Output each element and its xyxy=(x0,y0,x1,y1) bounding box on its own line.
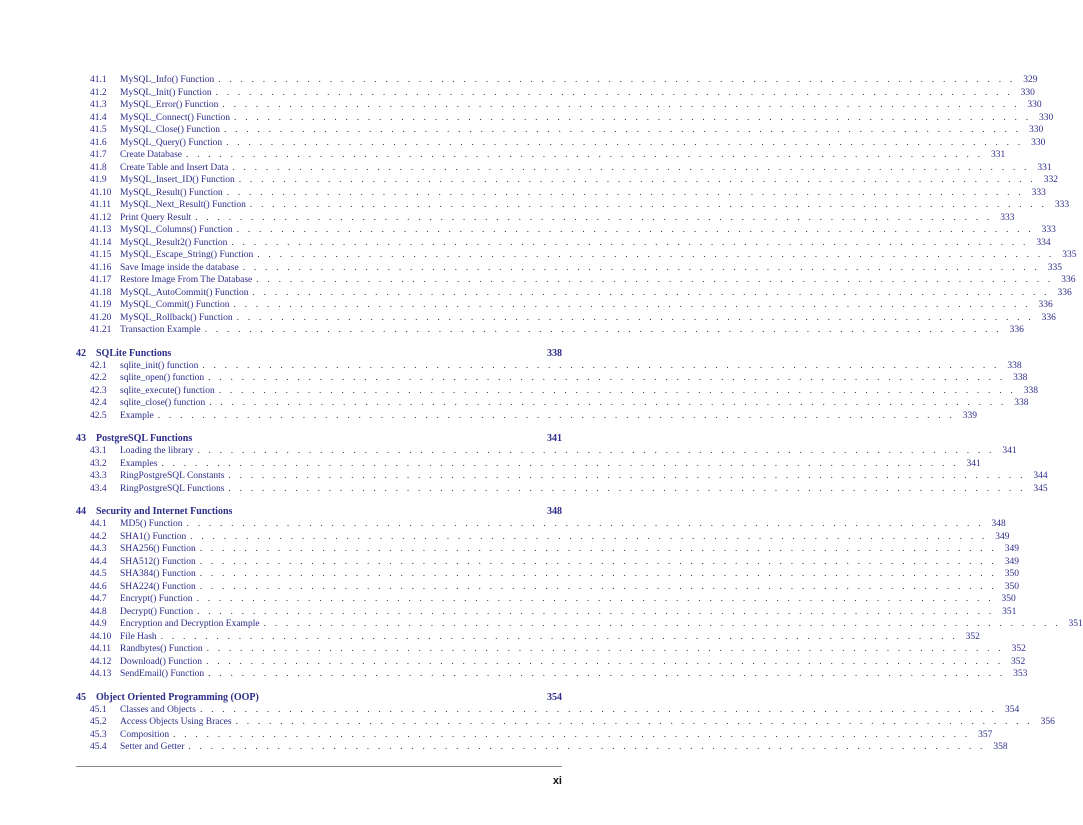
toc-entry-page[interactable]: 333 xyxy=(1054,200,1070,210)
toc-entry[interactable] xyxy=(76,162,1052,175)
toc-entry-number: 44.11 xyxy=(90,644,112,654)
toc-dot-leader: . . . . . . . . . . . . . . . . . . . . . . . . . . . . . . . . . . . . . . . . . . . . . . . . . . . . . . . . . . . . . . . . . . . . . . . . xyxy=(215,87,1013,98)
toc-entry-number: 45.4 xyxy=(90,742,107,752)
toc-chapter-heading[interactable] xyxy=(76,691,562,704)
toc-entry-number: 42.3 xyxy=(90,385,107,396)
toc-entry[interactable] xyxy=(76,360,1022,373)
toc-entry-number: 45.3 xyxy=(90,729,107,740)
toc-entry-page[interactable]: 352 xyxy=(965,631,980,642)
toc-entry-page[interactable]: 333 xyxy=(1000,212,1015,223)
toc-entry-page[interactable]: 352 xyxy=(1011,656,1026,667)
toc-entry-page[interactable]: 336 xyxy=(1061,275,1076,285)
toc-dot-leader: . . . . . . . . . . . . . . . . . . . . . . . . . . . . . . . . . . . . . . . . . . . . . . . . . . . . . . . . . . . . . . . . . . . . . . . . xyxy=(218,385,1016,396)
toc-entry-number: 44.13 xyxy=(90,669,112,679)
toc-dot-leader: . . . . . . . . . . . . . . . . . . . . . . . . . . . . . . . . . . . . . . . . . . . . . . . . . . . . . . . . . . . . . . . . . . . . . . . . xyxy=(249,200,1048,210)
toc-entry[interactable] xyxy=(76,618,1083,631)
toc-entry[interactable] xyxy=(76,385,1038,398)
toc-entry-title[interactable]: MySQL_AutoCommit() Function xyxy=(120,287,249,298)
toc-entry-title[interactable]: RingPostgreSQL Functions xyxy=(120,483,225,494)
toc-entry-page[interactable]: 336 xyxy=(1057,287,1072,298)
toc-entry-title[interactable]: Loading the library xyxy=(120,446,194,456)
toc-entry[interactable] xyxy=(76,397,1029,410)
toc-entry[interactable] xyxy=(76,531,1010,544)
toc-entry-page[interactable]: 330 xyxy=(1029,125,1044,135)
toc-dot-leader: . . . . . . . . . . . . . . . . . . . . . . . . . . . . . . . . . . . . . . . . . . . . . . . . . . . . . . . . . . . . . . . . . . . . . . . . xyxy=(202,360,1000,371)
toc-entry-page[interactable]: 352 xyxy=(1011,644,1026,654)
toc-chapter-section xyxy=(76,432,1048,495)
toc-entry[interactable] xyxy=(76,729,993,742)
toc-entry-page[interactable]: 338 xyxy=(1023,385,1038,396)
toc-dot-leader: . . . . . . . . . . . . . . . . . . . . . . . . . . . . . . . . . . . . . . . . . . . . . . . . . . . . . . . . . . . . . . . . . . . . . . . . xyxy=(160,631,958,642)
toc-entry-number: 41.16 xyxy=(90,262,112,273)
toc-entry-title[interactable]: Decrypt() Function xyxy=(120,606,194,617)
toc-entry-title[interactable]: MySQL_Result2() Function xyxy=(120,237,228,248)
toc-entry-page[interactable]: 330 xyxy=(1031,137,1046,148)
toc-entry-page[interactable]: 354 xyxy=(1004,704,1020,715)
toc-entry[interactable] xyxy=(76,287,1072,300)
toc-dot-leader: . . . . . . . . . . . . . . . . . . . . . . . . . . . . . . . . . . . . . . . . . . . . . . . . . . . . . . . . . . . . . . . . . . . . . . . . xyxy=(195,212,993,223)
toc-entry[interactable] xyxy=(76,87,1035,100)
toc-dot-leader: . . . . . . . . . . . . . . . . . . . . . . . . . . . . . . . . . . . . . . . . . . . . . . . . . . . . . . . . . . . . . . . . . . . . . . . . xyxy=(188,742,986,752)
toc-entry-title[interactable]: MySQL_Next_Result() Function xyxy=(120,200,246,210)
toc-entry[interactable] xyxy=(76,556,1019,569)
toc-entry-title[interactable]: MySQL_Close() Function xyxy=(120,125,221,135)
toc-dot-leader: . . . . . . . . . . . . . . . . . . . . . . . . . . . . . . . . . . . . . . . . . . . . . . . . . . . . . . . . . . . . . . . . . . . . . . . . xyxy=(206,656,1004,667)
toc-dot-leader: . . . . . . . . . . . . . . . . . . . . . . . . . . . . . . . . . . . . . . . . . . . . . . . . . . . . . . . . . . . . . . . . . . . . . . . . xyxy=(226,187,1024,198)
toc-entry-title[interactable]: Example xyxy=(120,410,154,421)
toc-entry-number: 44.5 xyxy=(90,569,107,579)
chapter-number: 42 xyxy=(76,347,86,359)
toc-chapter-section xyxy=(76,691,1055,754)
toc-entry-page[interactable]: 358 xyxy=(993,742,1008,752)
toc-entry-page[interactable]: 338 xyxy=(1014,398,1029,408)
toc-entry[interactable] xyxy=(76,274,1076,287)
toc-dot-leader: . . . . . . . . . . . . . . . . . . . . . . . . . . . . . . . . . . . . . . . . . . . . . . . . . . . . . . . . . . . . . . . . . . . . . . . . xyxy=(208,373,1006,383)
toc-entry[interactable] xyxy=(76,187,1046,200)
chapter-page[interactable]: 338 xyxy=(547,347,562,359)
toc-entry-page[interactable]: 350 xyxy=(1001,594,1016,604)
toc-entry-number: 45.1 xyxy=(90,704,107,715)
toc-entry-title[interactable]: MySQL_Columns() Function xyxy=(120,225,233,235)
toc-entry[interactable] xyxy=(76,445,1017,458)
toc-entry-number: 44.2 xyxy=(90,531,107,542)
toc-entry-number: 44.3 xyxy=(90,544,107,554)
toc-entry-number: 44.4 xyxy=(90,556,107,567)
chapter-number: 44 xyxy=(76,506,86,517)
toc-entry[interactable] xyxy=(76,668,1028,681)
toc-entry-title[interactable]: Encrypt() Function xyxy=(120,594,193,604)
toc-entry[interactable] xyxy=(76,312,1056,325)
toc-chapter-heading[interactable] xyxy=(76,347,562,360)
toc-dot-leader: . . . . . . . . . . . . . . . . . . . . . . . . . . . . . . . . . . . . . . . . . . . . . . . . . . . . . . . . . . . . . . . . . . . . . . . . xyxy=(196,594,994,604)
toc-entry-number: 42.5 xyxy=(90,410,107,421)
toc-entry-title[interactable]: MySQL_Insert_ID() Function xyxy=(120,175,235,185)
toc-entry[interactable] xyxy=(76,704,1020,717)
toc-entry[interactable] xyxy=(76,483,1048,496)
toc-dot-leader: . . . . . . . . . . . . . . . . . . . . . . . . . . . . . . . . . . . . . . . . . . . . . . . . . . . . . . . . . . . . . . . . . . . . . . . . xyxy=(185,150,984,160)
toc-dot-leader: . . . . . . . . . . . . . . . . . . . . . . . . . . . . . . . . . . . . . . . . . . . . . . . . . . . . . . . . . . . . . . . . . . . . . . . . xyxy=(232,162,1030,173)
toc-entry-page[interactable]: 349 xyxy=(1004,544,1019,554)
toc-entry[interactable] xyxy=(76,324,1024,337)
toc-entry-title[interactable]: MySQL_Connect() Function xyxy=(120,112,231,123)
toc-entry-page[interactable]: 349 xyxy=(995,531,1010,542)
toc-entry[interactable] xyxy=(76,631,980,644)
toc-entry[interactable] xyxy=(76,458,981,471)
toc-entry-number: 43.4 xyxy=(90,483,107,494)
toc-entry-number: 41.2 xyxy=(90,87,107,98)
toc-entry-title[interactable]: sqlite_close() function xyxy=(120,398,206,408)
toc-entry-number: 41.20 xyxy=(90,312,112,323)
toc-entry-number: 41.13 xyxy=(90,225,112,235)
toc-entry-title[interactable]: SHA1() Function xyxy=(120,531,187,542)
toc-entry[interactable] xyxy=(76,643,1026,656)
toc-entry-number: 41.14 xyxy=(90,237,112,248)
chapter-number: 43 xyxy=(76,433,86,444)
toc-entry-title[interactable]: Create Table and Insert Data xyxy=(120,162,229,173)
toc-entry-page[interactable]: 351 xyxy=(1002,606,1017,617)
chapter-page[interactable]: 354 xyxy=(547,691,562,703)
toc-entry-title[interactable]: SendEmail() Function xyxy=(120,669,205,679)
toc-entry-number: 42.4 xyxy=(90,398,107,408)
toc-entry[interactable] xyxy=(76,372,1028,385)
toc-entry-title[interactable]: File Hash xyxy=(120,631,157,642)
toc-entry-number: 41.17 xyxy=(90,275,112,285)
toc-entry-page[interactable]: 330 xyxy=(1027,100,1042,110)
toc-dot-leader: . . . . . . . . . . . . . . . . . . . . . . . . . . . . . . . . . . . . . . . . . . . . . . . . . . . . . . . . . . . . . . . . . . . . . . . . xyxy=(197,446,995,456)
toc-dot-leader: . . . . . . . . . . . . . . . . . . . . . . . . . . . . . . . . . . . . . . . . . . . . . . . . . . . . . . . . . . . . . . . . . . . . . . . . xyxy=(235,717,1033,727)
toc-entry-number: 41.19 xyxy=(90,300,112,310)
toc-entry-page[interactable]: 334 xyxy=(1036,237,1051,248)
toc-entry-title[interactable]: MySQL_Escape_String() Function xyxy=(120,250,254,260)
toc-entry[interactable] xyxy=(76,112,1054,125)
toc-entry-page[interactable]: 341 xyxy=(966,458,981,469)
toc-entry[interactable] xyxy=(76,249,1077,262)
toc-entry-title[interactable]: sqlite_execute() function xyxy=(120,385,215,396)
toc-entry[interactable] xyxy=(76,568,1019,581)
toc-entry-title[interactable]: Access Objects Using Braces xyxy=(120,717,232,727)
toc-entry[interactable] xyxy=(76,262,1062,275)
chapter-page[interactable]: 341 xyxy=(547,433,562,444)
toc-entry-number: 41.4 xyxy=(90,112,107,123)
toc-entry-number: 41.1 xyxy=(90,75,107,85)
toc-dot-leader: . . . . . . . . . . . . . . . . . . . . . . . . . . . . . . . . . . . . . . . . . . . . . . . . . . . . . . . . . . . . . . . . . . . . . . . . xyxy=(256,275,1054,285)
toc-entry[interactable] xyxy=(76,299,1053,312)
toc-entry-title[interactable]: sqlite_open() function xyxy=(120,373,205,383)
toc-dot-leader: . . . . . . . . . . . . . . . . . . . . . . . . . . . . . . . . . . . . . . . . . . . . . . . . . . . . . . . . . . . . . . . . . . . . . . . . xyxy=(231,237,1029,248)
toc-entry-page[interactable]: 331 xyxy=(1037,162,1052,173)
toc-entry-number: 44.10 xyxy=(90,631,112,642)
toc-entry-title[interactable]: Setter and Getter xyxy=(120,742,185,752)
toc-entry-title[interactable]: MySQL_Result() Function xyxy=(120,187,223,198)
toc-dot-leader: . . . . . . . . . . . . . . . . . . . . . . . . . . . . . . . . . . . . . . . . . . . . . . . . . . . . . . . . . . . . . . . . . . . . . . . . xyxy=(173,729,971,740)
chapter-number: 45 xyxy=(76,691,86,703)
toc-entry-number: 44.9 xyxy=(90,619,107,629)
toc-entry[interactable] xyxy=(76,199,1070,212)
toc-entry[interactable] xyxy=(76,124,1044,137)
table-of-contents xyxy=(76,74,1083,754)
toc-entry-page[interactable]: 331 xyxy=(990,150,1006,160)
toc-entry-title[interactable]: MySQL_Info() Function xyxy=(120,75,215,85)
toc-entry[interactable] xyxy=(76,212,1015,225)
toc-entry-page[interactable]: 338 xyxy=(1013,373,1028,383)
toc-entry-page[interactable]: 329 xyxy=(1023,75,1038,85)
toc-dot-leader: . . . . . . . . . . . . . . . . . . . . . . . . . . . . . . . . . . . . . . . . . . . . . . . . . . . . . . . . . . . . . . . . . . . . . . . . xyxy=(236,312,1034,323)
toc-dot-leader: . . . . . . . . . . . . . . . . . . . . . . . . . . . . . . . . . . . . . . . . . . . . . . . . . . . . . . . . . . . . . . . . . . . . . . . . xyxy=(242,262,1040,273)
toc-entry-number: 44.8 xyxy=(90,606,107,617)
toc-dot-leader: . . . . . . . . . . . . . . . . . . . . . . . . . . . . . . . . . . . . . . . . . . . . . . . . . . . . . . . . . . . . . . . . . . . . . . . . xyxy=(161,458,959,469)
toc-dot-leader: . . . . . . . . . . . . . . . . . . . . . . . . . . . . . . . . . . . . . . . . . . . . . . . . . . . . . . . . . . . . . . . . . . . . . . . . xyxy=(228,483,1026,494)
toc-entry-number: 44.6 xyxy=(90,581,107,592)
toc-entry-number: 41.15 xyxy=(90,250,112,260)
toc-entry-title[interactable]: MySQL_Error() Function xyxy=(120,100,219,110)
toc-entry-number: 41.11 xyxy=(90,200,112,210)
toc-entry-page[interactable]: 357 xyxy=(978,729,993,740)
toc-entry-title[interactable]: sqlite_init() function xyxy=(120,360,199,371)
toc-dot-leader: . . . . . . . . . . . . . . . . . . . . . . . . . . . . . . . . . . . . . . . . . . . . . . . . . . . . . . . . . . . . . . . . . . . . . . . . xyxy=(236,225,1034,235)
toc-entry[interactable] xyxy=(76,224,1056,237)
toc-leading-section xyxy=(76,74,1077,337)
toc-entry-number: 41.3 xyxy=(90,100,107,110)
toc-entry[interactable] xyxy=(76,137,1046,150)
toc-entry-number: 41.18 xyxy=(90,287,112,298)
toc-entry-title[interactable]: Randbytes() Function xyxy=(120,644,203,654)
toc-entry-number: 41.10 xyxy=(90,187,112,198)
toc-entry-number: 44.1 xyxy=(90,519,107,529)
toc-entry-page[interactable]: 338 xyxy=(1007,360,1022,371)
toc-dot-leader: . . . . . . . . . . . . . . . . . . . . . . . . . . . . . . . . . . . . . . . . . . . . . . . . . . . . . . . . . . . . . . . . . . . . . . . . xyxy=(233,300,1031,310)
toc-entry-title[interactable]: Create Database xyxy=(120,150,182,160)
toc-dot-leader: . . . . . . . . . . . . . . . . . . . . . . . . . . . . . . . . . . . . . . . . . . . . . . . . . . . . . . . . . . . . . . . . . . . . . . . . xyxy=(208,669,1006,679)
toc-entry-page[interactable]: 350 xyxy=(1004,569,1019,579)
toc-entry-title[interactable]: Examples xyxy=(120,458,158,469)
toc-entry-page[interactable]: 335 xyxy=(1062,250,1077,260)
toc-dot-leader: . . . . . . . . . . . . . . . . . . . . . . . . . . . . . . . . . . . . . . . . . . . . . . . . . . . . . . . . . . . . . . . . . . . . . . . . xyxy=(263,619,1061,629)
toc-entry-page[interactable]: 335 xyxy=(1047,262,1062,273)
toc-entry-page[interactable]: 353 xyxy=(1013,669,1028,679)
toc-entry-title[interactable]: Transaction Example xyxy=(120,325,201,335)
toc-dot-leader: . . . . . . . . . . . . . . . . . . . . . . . . . . . . . . . . . . . . . . . . . . . . . . . . . . . . . . . . . . . . . . . . . . . . . . . . xyxy=(199,581,997,592)
toc-entry-page[interactable]: 356 xyxy=(1040,717,1055,727)
toc-chapter-heading[interactable] xyxy=(76,432,562,445)
toc-entry-number: 43.1 xyxy=(90,446,107,456)
toc-dot-leader: . . . . . . . . . . . . . . . . . . . . . . . . . . . . . . . . . . . . . . . . . . . . . . . . . . . . . . . . . . . . . . . . . . . . . . . . xyxy=(199,544,997,554)
toc-entry-title[interactable]: MySQL_Rollback() Function xyxy=(120,312,233,323)
toc-chapters xyxy=(76,347,1083,754)
toc-dot-leader: . . . . . . . . . . . . . . . . . . . . . . . . . . . . . . . . . . . . . . . . . . . . . . . . . . . . . . . . . . . . . . . . . . . . . . . . xyxy=(197,606,995,617)
toc-entry-title[interactable]: RingPostgreSQL Constants xyxy=(120,471,225,481)
toc-entry[interactable] xyxy=(76,410,977,423)
toc-entry[interactable] xyxy=(76,149,1006,162)
toc-dot-leader: . . . . . . . . . . . . . . . . . . . . . . . . . . . . . . . . . . . . . . . . . . . . . . . . . . . . . . . . . . . . . . . . . . . . . . . . xyxy=(199,556,997,567)
toc-entry[interactable] xyxy=(76,606,1017,619)
toc-dot-leader: . . . . . . . . . . . . . . . . . . . . . . . . . . . . . . . . . . . . . . . . . . . . . . . . . . . . . . . . . . . . . . . . . . . . . . . . xyxy=(206,644,1004,654)
toc-entry[interactable] xyxy=(76,518,1006,531)
toc-entry-page[interactable]: 345 xyxy=(1033,483,1048,494)
toc-entry-page[interactable]: 336 xyxy=(1041,312,1056,323)
toc-entry-number: 42.2 xyxy=(90,373,107,383)
toc-entry-number: 44.12 xyxy=(90,656,112,667)
page-number: xi xyxy=(552,775,562,787)
toc-dot-leader: . . . . . . . . . . . . . . . . . . . . . . . . . . . . . . . . . . . . . . . . . . . . . . . . . . . . . . . . . . . . . . . . . . . . . . . . xyxy=(190,531,988,542)
toc-entry-page[interactable]: 332 xyxy=(1043,175,1059,185)
toc-entry[interactable] xyxy=(76,237,1051,250)
chapter-title[interactable]: SQLite Functions xyxy=(96,347,172,359)
toc-entry-title[interactable]: Download() Function xyxy=(120,656,203,667)
toc-entry[interactable] xyxy=(76,174,1059,187)
toc-dot-leader: . . . . . . . . . . . . . . . . . . . . . . . . . . . . . . . . . . . . . . . . . . . . . . . . . . . . . . . . . . . . . . . . . . . . . . . . xyxy=(226,137,1024,148)
toc-entry-number: 41.6 xyxy=(90,137,107,148)
toc-entry-title[interactable]: MySQL_Query() Function xyxy=(120,137,223,148)
toc-entry-page[interactable]: 330 xyxy=(1039,112,1054,123)
toc-entry-number: 43.3 xyxy=(90,471,107,481)
chapter-page[interactable]: 348 xyxy=(547,506,562,517)
toc-entry[interactable] xyxy=(76,74,1038,87)
chapter-title[interactable]: Security and Internet Functions xyxy=(96,506,233,517)
toc-entry[interactable] xyxy=(76,543,1019,556)
toc-entry-number: 42.1 xyxy=(90,360,107,371)
toc-dot-leader: . . . . . . . . . . . . . . . . . . . . . . . . . . . . . . . . . . . . . . . . . . . . . . . . . . . . . . . . . . . . . . . . . . . . . . . . xyxy=(209,398,1007,408)
toc-dot-leader: . . . . . . . . . . . . . . . . . . . . . . . . . . . . . . . . . . . . . . . . . . . . . . . . . . . . . . . . . . . . . . . . . . . . . . . . xyxy=(257,250,1055,260)
toc-entry[interactable] xyxy=(76,593,1016,606)
toc-entry-number: 41.7 xyxy=(90,150,107,160)
toc-entry[interactable] xyxy=(76,470,1048,483)
toc-entry-number: 41.12 xyxy=(90,212,112,223)
toc-entry-page[interactable]: 351 xyxy=(1068,619,1083,629)
toc-entry-page[interactable]: 348 xyxy=(991,519,1006,529)
toc-dot-leader: . . . . . . . . . . . . . . . . . . . . . . . . . . . . . . . . . . . . . . . . . . . . . . . . . . . . . . . . . . . . . . . . . . . . . . . . xyxy=(238,175,1037,185)
toc-chapter-section xyxy=(76,505,1083,681)
toc-entry-page[interactable]: 341 xyxy=(1002,446,1017,456)
toc-entry-title[interactable]: MySQL_Init() Function xyxy=(120,87,212,98)
toc-dot-leader: . . . . . . . . . . . . . . . . . . . . . . . . . . . . . . . . . . . . . . . . . . . . . . . . . . . . . . . . . . . . . . . . . . . . . . . . xyxy=(222,100,1020,110)
toc-chapter-heading[interactable] xyxy=(76,505,562,518)
toc-entry-number: 43.2 xyxy=(90,458,107,469)
toc-entry-page[interactable]: 344 xyxy=(1033,471,1048,481)
toc-dot-leader: . . . . . . . . . . . . . . . . . . . . . . . . . . . . . . . . . . . . . . . . . . . . . . . . . . . . . . . . . . . . . . . . . . . . . . . . xyxy=(199,569,997,579)
toc-entry-page[interactable]: 336 xyxy=(1038,300,1053,310)
toc-entry-title[interactable]: MySQL_Commit() Function xyxy=(120,300,230,310)
toc-entry[interactable] xyxy=(76,741,1008,754)
toc-entry-title[interactable]: SHA256() Function xyxy=(120,544,196,554)
toc-dot-leader: . . . . . . . . . . . . . . . . . . . . . . . . . . . . . . . . . . . . . . . . . . . . . . . . . . . . . . . . . . . . . . . . . . . . . . . . xyxy=(224,125,1022,135)
toc-entry-title[interactable]: SHA384() Function xyxy=(120,569,196,579)
toc-chapter-section xyxy=(76,347,1038,423)
toc-entry-title[interactable]: Encryption and Decryption Example xyxy=(120,619,260,629)
toc-dot-leader: . . . . . . . . . . . . . . . . . . . . . . . . . . . . . . . . . . . . . . . . . . . . . . . . . . . . . . . . . . . . . . . . . . . . . . . . xyxy=(252,287,1050,298)
toc-entry-title[interactable]: Save Image inside the database xyxy=(120,262,239,273)
toc-entry-page[interactable]: 333 xyxy=(1041,225,1056,235)
toc-entry-number: 41.8 xyxy=(90,162,107,173)
toc-entry-number: 41.9 xyxy=(90,175,107,185)
toc-entry-title[interactable]: SHA224() Function xyxy=(120,581,196,592)
toc-entry-number: 45.2 xyxy=(90,717,107,727)
toc-entry-number: 41.21 xyxy=(90,325,112,335)
toc-entry[interactable] xyxy=(76,656,1026,669)
toc-dot-leader: . . . . . . . . . . . . . . . . . . . . . . . . . . . . . . . . . . . . . . . . . . . . . . . . . . . . . . . . . . . . . . . . . . . . . . . . xyxy=(228,471,1026,481)
toc-entry-number: 44.7 xyxy=(90,594,107,604)
toc-entry-page[interactable]: 333 xyxy=(1031,187,1046,198)
toc-entry-page[interactable]: 350 xyxy=(1004,581,1019,592)
toc-entry-title[interactable]: Restore Image From The Database xyxy=(120,275,253,285)
toc-entry-page[interactable]: 336 xyxy=(1009,325,1024,335)
toc-entry-number: 41.5 xyxy=(90,125,107,135)
toc-entry-page[interactable]: 349 xyxy=(1004,556,1019,567)
toc-entry-page[interactable]: 339 xyxy=(962,410,977,421)
toc-dot-leader: . . . . . . . . . . . . . . . . . . . . . . . . . . . . . . . . . . . . . . . . . . . . . . . . . . . . . . . . . . . . . . . . . . . . . . . . xyxy=(200,704,998,715)
toc-dot-leader: . . . . . . . . . . . . . . . . . . . . . . . . . . . . . . . . . . . . . . . . . . . . . . . . . . . . . . . . . . . . . . . . . . . . . . . . xyxy=(234,112,1032,123)
toc-entry[interactable] xyxy=(76,99,1042,112)
toc-dot-leader: . . . . . . . . . . . . . . . . . . . . . . . . . . . . . . . . . . . . . . . . . . . . . . . . . . . . . . . . . . . . . . . . . . . . . . . . xyxy=(218,75,1016,85)
chapter-title[interactable]: Object Oriented Programming (OOP) xyxy=(96,691,259,703)
toc-dot-leader: . . . . . . . . . . . . . . . . . . . . . . . . . . . . . . . . . . . . . . . . . . . . . . . . . . . . . . . . . . . . . . . . . . . . . . . . xyxy=(186,519,984,529)
toc-entry-title[interactable]: Print Query Result xyxy=(120,212,192,223)
toc-entry-title[interactable]: MD5() Function xyxy=(120,519,183,529)
toc-entry-title[interactable]: Composition xyxy=(120,729,170,740)
footer-divider xyxy=(76,766,562,767)
toc-entry[interactable] xyxy=(76,581,1019,594)
toc-entry-title[interactable]: SHA512() Function xyxy=(120,556,196,567)
toc-entry-title[interactable]: Classes and Objects xyxy=(120,704,196,715)
chapter-title[interactable]: PostgreSQL Functions xyxy=(96,433,193,444)
toc-entry-page[interactable]: 330 xyxy=(1020,87,1035,98)
toc-entry[interactable] xyxy=(76,716,1055,729)
toc-dot-leader: . . . . . . . . . . . . . . . . . . . . . . . . . . . . . . . . . . . . . . . . . . . . . . . . . . . . . . . . . . . . . . . . . . . . . . . . xyxy=(157,410,955,421)
toc-dot-leader: . . . . . . . . . . . . . . . . . . . . . . . . . . . . . . . . . . . . . . . . . . . . . . . . . . . . . . . . . . . . . . . . . . . . . . . . xyxy=(204,325,1002,335)
